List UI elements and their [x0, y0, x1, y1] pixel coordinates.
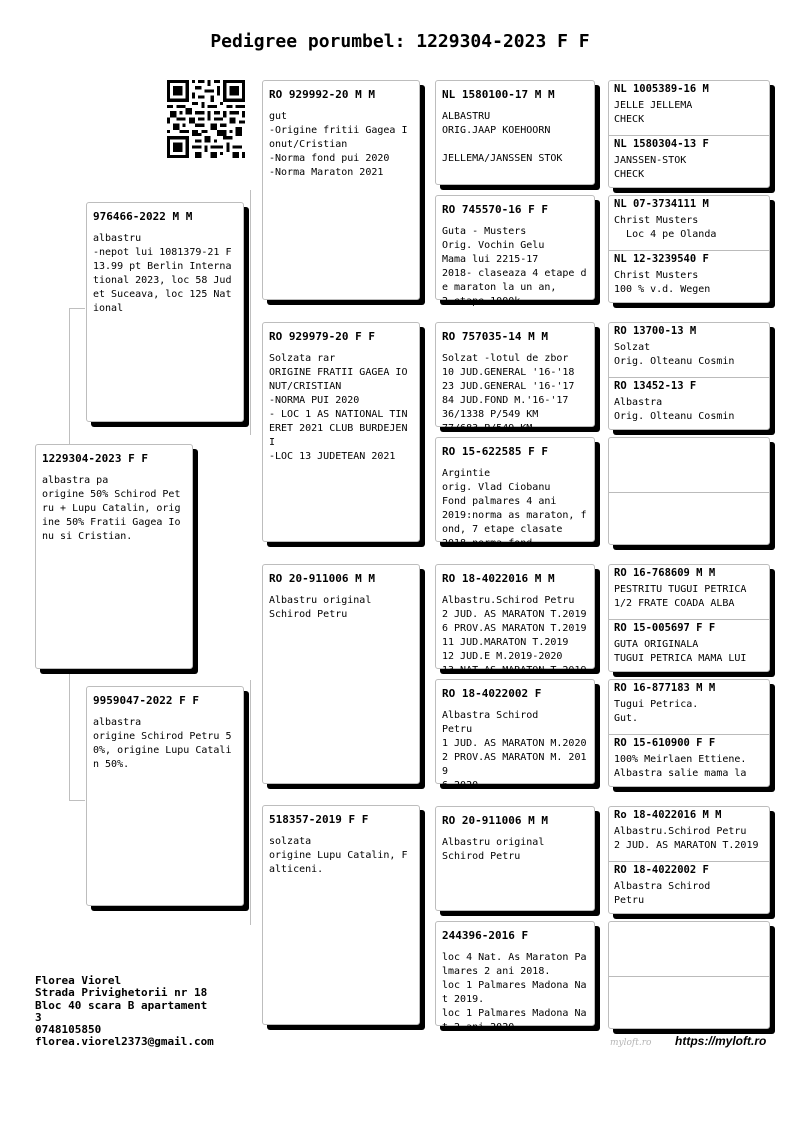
sire-ring: 976466-2022 M M — [93, 210, 193, 223]
great-grandparent-card[interactable] — [435, 80, 595, 185]
grandparent-card[interactable] — [262, 322, 420, 542]
gen4-card[interactable] — [608, 921, 770, 1029]
website-link[interactable]: https://myloft.ro — [675, 1034, 767, 1048]
dam-card[interactable] — [86, 686, 244, 906]
gen4-ring: NL 1005389-16 M — [614, 83, 709, 95]
great-grandparent-card[interactable] — [435, 195, 595, 307]
great-grandparent-ring: 244396-2016 F — [442, 929, 529, 942]
qr-code — [166, 80, 246, 158]
gen4-ring: NL 12-3239540 F — [614, 253, 709, 265]
grandparent-desc: Solzata rar ORIGINE FRATII GAGEA IONUT/CRISTIAN -NORMA PUI 2020 - LOC 1 AS NATIONAL TINERET 2021 CLUB BURDEJENI -LOC 13 JUDETEAN 2021 — [269, 353, 408, 462]
gen4-card[interactable] — [608, 679, 770, 787]
grandparent-ring: 518357-2019 F F — [269, 813, 369, 826]
great-grandparent-ring: NL 1580100-17 M M — [442, 88, 555, 101]
gen4-desc: Albastra Schirod Petru — [614, 881, 711, 906]
owner-info — [35, 975, 214, 1049]
great-grandparent-ring: RO 745570-16 F F — [442, 203, 548, 216]
great-grandparent-desc: Argintie orig. Vlad Ciobanu Fond palmares 4 ani 2019:norma as maraton, fond, 7 etape clasate 2018 norma fond — [442, 468, 587, 549]
connector-line — [424, 378, 425, 498]
great-grandparent-card[interactable] — [435, 322, 595, 434]
great-grandparent-ring: RO 15-622585 F F — [442, 445, 548, 458]
great-grandparent-card[interactable] — [435, 437, 595, 549]
grandparent-desc: gut -Origine fritii Gagea Ionut/Cristian -Norma fond pui 2020 -Norma Maraton 2021 — [269, 111, 408, 178]
dam-desc: albastra origine Schirod Petru 50%, origine Lupu Catalin 50%. — [93, 717, 232, 770]
grandparent-ring: RO 929979-20 F F — [269, 330, 375, 343]
owner-apartment: 3 — [35, 1010, 42, 1024]
owner-street: Strada Privighetorii nr 18 — [35, 986, 208, 1000]
gen4-desc: Solzat Orig. Olteanu Cosmin — [614, 342, 735, 367]
gen4-card[interactable] — [608, 437, 770, 545]
great-grandparent-desc: Guta - Musters Orig. Vochin Gelu Mama lui 2215-17 2018- claseaza 4 etape de maraton la un an, 2 etape 1000k — [442, 226, 587, 307]
connector-line — [250, 190, 251, 435]
grandparent-card[interactable] — [262, 805, 420, 1025]
gen4-ring: RO 13700-13 M — [614, 325, 697, 337]
great-grandparent-desc: ALBASTRU ORIG.JAAP KOEHOORN JELLEMA/JANSSEN STOK — [442, 111, 563, 164]
gen4-ring: RO 13452-13 F — [614, 380, 697, 392]
gen4-card[interactable] — [608, 564, 770, 672]
great-grandparent-desc: Albastru original Schirod Petru — [442, 837, 545, 862]
gen4-ring: RO 18-4022002 F — [614, 864, 709, 876]
connector-line — [424, 137, 425, 257]
page-title: Pedigree porumbel: 1229304-2023 F F — [210, 31, 590, 52]
owner-building: Bloc 40 scara B apartament — [35, 998, 208, 1012]
great-grandparent-ring: RO 18-4022016 M M — [442, 572, 555, 585]
subject-desc: albastra pa origine 50% Schirod Petru + Lupu Catalin, origine 50% Fratii Gagea Ionu si Cristian. — [42, 475, 181, 542]
great-grandparent-desc: loc 4 Nat. As Maraton Palmares 2 ani 2018. loc 1 Palmares Madona Nat 2019. loc 1 Palmares Madona Nat 2 ani 2020 — [442, 952, 587, 1033]
watermark-text: myloft.ro — [610, 1038, 652, 1048]
grandparent-card[interactable] — [262, 564, 420, 784]
gen4-desc: Albastru.Schirod Petru 2 JUD. AS MARATON T.2019 — [614, 826, 759, 851]
gen4-desc: 100% Meirlaen Ettiene. Albastra salie mama la — [614, 754, 747, 779]
great-grandparent-card[interactable] — [435, 564, 595, 676]
myloft-watermark-logo — [608, 1033, 664, 1049]
gen4-desc: PESTRITU TUGUI PETRICA 1/2 FRATE COADA ALBA — [614, 584, 747, 609]
grandparent-ring: RO 20-911006 M M — [269, 572, 375, 585]
gen4-ring: RO 16-768609 M M — [614, 567, 716, 579]
great-grandparent-ring: RO 20-911006 M M — [442, 814, 548, 827]
grandparent-ring: RO 929992-20 M M — [269, 88, 375, 101]
gen4-ring: Ro 18-4022016 M M — [614, 809, 722, 821]
owner-name: Florea Viorel — [35, 974, 122, 987]
gen4-desc: Albastra Orig. Olteanu Cosmin — [614, 397, 735, 422]
gen4-ring: RO 16-877183 M M — [614, 682, 716, 694]
great-grandparent-card[interactable] — [435, 679, 595, 791]
grandparent-card[interactable] — [262, 80, 420, 300]
sire-desc: albastru -nepot lui 1081379-21 F 13.99 pt Berlin International 2023, loc 58 Judet Suceava, loc 125 National — [93, 233, 232, 314]
gen4-desc: Christ Musters Loc 4 pe Olanda — [614, 215, 717, 240]
gen4-ring: NL 07-3734111 M — [614, 198, 709, 210]
gen4-ring: RO 15-610900 F F — [614, 737, 716, 749]
gen4-desc: Christ Musters 100 % v.d. Wegen — [614, 270, 711, 295]
gen4-card[interactable] — [608, 806, 770, 914]
great-grandparent-card[interactable] — [435, 806, 595, 911]
great-grandparent-desc: Solzat -lotul de zbor 10 JUD.GENERAL '16-'18 23 JUD.GENERAL '16-'17 84 JUD.FOND M.'16-'17 36/1338 P/549 KM 77/683 P/549 KM — [442, 353, 575, 434]
great-grandparent-card[interactable] — [435, 921, 595, 1033]
owner-email[interactable]: florea.viorel2373@gmail.com — [35, 1035, 214, 1049]
connector-line — [69, 308, 85, 309]
grandparent-desc: Albastru original Schirod Petru — [269, 595, 372, 620]
great-grandparent-ring: RO 757035-14 M M — [442, 330, 548, 343]
subject-card[interactable] — [35, 444, 193, 669]
great-grandparent-desc: Albastru.Schirod Petru 2 JUD. AS MARATON T.2019 6 PROV.AS MARATON T.2019 11 JUD.MARATON T.2019 12 JUD.E M.2019-2020 13 NAT.AS MARATON T.2019 — [442, 595, 587, 676]
great-grandparent-ring: RO 18-4022002 F — [442, 687, 542, 700]
gen4-desc: JANSSEN-STOK CHECK — [614, 155, 687, 180]
gen4-desc: JELLE JELLEMA CHECK — [614, 100, 693, 125]
great-grandparent-desc: Albastra Schirod Petru 1 JUD. AS MARATON M.2020 2 PROV.AS MARATON M. 2019 6 2020 — [442, 710, 587, 791]
gen4-desc: Tugui Petrica. Gut. — [614, 699, 699, 724]
gen4-card[interactable] — [608, 195, 770, 303]
gen4-card[interactable] — [608, 322, 770, 430]
owner-phone[interactable]: 0748105850 — [35, 1023, 102, 1037]
connector-line — [424, 620, 425, 740]
subject-ring: 1229304-2023 F F — [42, 452, 148, 465]
gen4-ring: NL 1580304-13 F — [614, 138, 709, 150]
grandparent-desc: solzata origine Lupu Catalin, Falticeni. — [269, 836, 408, 875]
gen4-card[interactable] — [608, 80, 770, 188]
connector-line — [250, 680, 251, 925]
sire-card[interactable] — [86, 202, 244, 422]
gen4-desc: GUTA ORIGINALA TUGUI PETRICA MAMA LUI — [614, 639, 747, 664]
gen4-ring: RO 15-005697 F F — [614, 622, 716, 634]
connector-line — [424, 860, 425, 980]
dam-ring: 9959047-2022 F F — [93, 694, 199, 707]
connector-line — [69, 800, 85, 801]
